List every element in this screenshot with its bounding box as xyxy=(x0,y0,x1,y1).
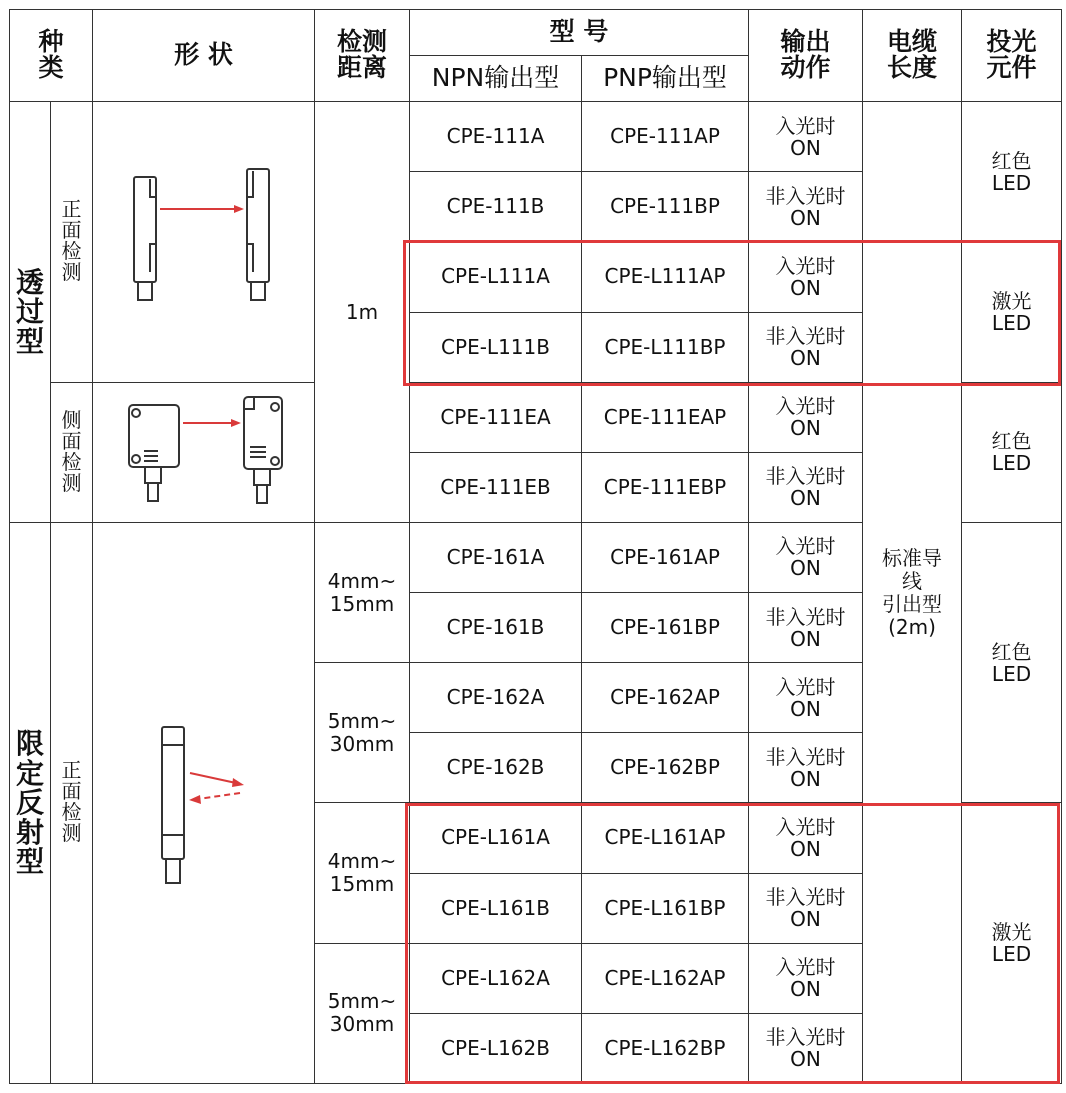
group-through-beam: 透 过 型 xyxy=(10,102,51,523)
model-npn: CPE-L111B xyxy=(410,312,582,382)
model-pnp: CPE-L111AP xyxy=(582,242,749,312)
action-dark-on: 非入光时 ON xyxy=(749,593,863,663)
header-cable: 电缆 长度 xyxy=(863,10,962,102)
element-red-led: 红色 LED xyxy=(962,102,1062,242)
model-npn: CPE-L162A xyxy=(410,943,582,1013)
distance-4-15mm: 4mm~ 15mm xyxy=(315,522,410,662)
shape-through-beam-front xyxy=(93,102,315,383)
model-pnp: CPE-L161BP xyxy=(582,873,749,943)
model-pnp: CPE-111AP xyxy=(582,102,749,172)
model-pnp: CPE-111BP xyxy=(582,172,749,242)
distance-5-30mm: 5mm~ 30mm xyxy=(315,663,410,803)
model-npn: CPE-L111A xyxy=(410,242,582,312)
header-row-1 xyxy=(10,10,1062,56)
table-row xyxy=(10,102,1062,172)
element-laser-led: 激光 LED xyxy=(962,242,1062,382)
model-npn: CPE-111EB xyxy=(410,452,582,522)
action-dark-on: 非入光时 ON xyxy=(749,452,863,522)
model-npn: CPE-111EA xyxy=(410,382,582,452)
model-pnp: CPE-L162BP xyxy=(582,1013,749,1083)
distance-4-15mm: 4mm~ 15mm xyxy=(315,803,410,943)
model-npn: CPE-162B xyxy=(410,733,582,803)
action-light-on: 入光时 ON xyxy=(749,242,863,312)
model-npn: CPE-L161A xyxy=(410,803,582,873)
model-npn: CPE-L162B xyxy=(410,1013,582,1083)
action-light-on: 入光时 ON xyxy=(749,663,863,733)
through-beam-front-sensor-icon xyxy=(114,167,294,317)
cable-length: 标准导 线 引出型 (2m) xyxy=(863,102,962,1084)
model-npn: CPE-161B xyxy=(410,593,582,663)
action-dark-on: 非入光时 ON xyxy=(749,312,863,382)
model-pnp: CPE-L162AP xyxy=(582,943,749,1013)
subgroup-front-detect: 正 面 检 测 xyxy=(51,102,93,383)
header-action: 输出 动作 xyxy=(749,10,863,102)
header-npn: NPN输出型 xyxy=(410,56,582,102)
action-dark-on: 非入光时 ON xyxy=(749,733,863,803)
action-dark-on: 非入光时 ON xyxy=(749,1013,863,1083)
model-pnp: CPE-L111BP xyxy=(582,312,749,382)
distance-1m: 1m xyxy=(315,102,410,523)
shape-limited-reflective xyxy=(93,522,315,1083)
action-light-on: 入光时 ON xyxy=(749,102,863,172)
header-element: 投光 元件 xyxy=(962,10,1062,102)
header-distance: 检测 距离 xyxy=(315,10,410,102)
group-limited-reflective: 限 定 反 射 型 xyxy=(10,522,51,1083)
shape-through-beam-side xyxy=(93,382,315,522)
header-pnp: PNP输出型 xyxy=(582,56,749,102)
spec-table-wrapper xyxy=(9,9,1061,1084)
header-model: 型 号 xyxy=(410,10,749,56)
action-light-on: 入光时 ON xyxy=(749,803,863,873)
model-pnp: CPE-111EAP xyxy=(582,382,749,452)
model-pnp: CPE-161BP xyxy=(582,593,749,663)
subgroup-side-detect: 侧 面 检 测 xyxy=(51,382,93,522)
action-light-on: 入光时 ON xyxy=(749,522,863,592)
element-laser-led: 激光 LED xyxy=(962,803,1062,1084)
model-npn: CPE-L161B xyxy=(410,873,582,943)
model-pnp: CPE-111EBP xyxy=(582,452,749,522)
distance-5-30mm: 5mm~ 30mm xyxy=(315,943,410,1083)
model-pnp: CPE-162BP xyxy=(582,733,749,803)
model-npn: CPE-111B xyxy=(410,172,582,242)
through-beam-side-sensor-icon xyxy=(109,393,299,511)
model-pnp: CPE-162AP xyxy=(582,663,749,733)
model-npn: CPE-111A xyxy=(410,102,582,172)
action-light-on: 入光时 ON xyxy=(749,382,863,452)
subgroup-front-detect: 正 面 检 测 xyxy=(51,522,93,1083)
action-light-on: 入光时 ON xyxy=(749,943,863,1013)
limited-reflective-sensor-icon xyxy=(144,713,264,893)
action-dark-on: 非入光时 ON xyxy=(749,873,863,943)
model-pnp: CPE-161AP xyxy=(582,522,749,592)
header-shape: 形 状 xyxy=(93,10,315,102)
model-pnp: CPE-L161AP xyxy=(582,803,749,873)
element-red-led: 红色 LED xyxy=(962,382,1062,522)
element-red-led: 红色 LED xyxy=(962,522,1062,803)
model-npn: CPE-161A xyxy=(410,522,582,592)
header-kind: 种 类 xyxy=(10,10,93,102)
action-dark-on: 非入光时 ON xyxy=(749,172,863,242)
model-npn: CPE-162A xyxy=(410,663,582,733)
spec-table xyxy=(9,9,1062,1084)
